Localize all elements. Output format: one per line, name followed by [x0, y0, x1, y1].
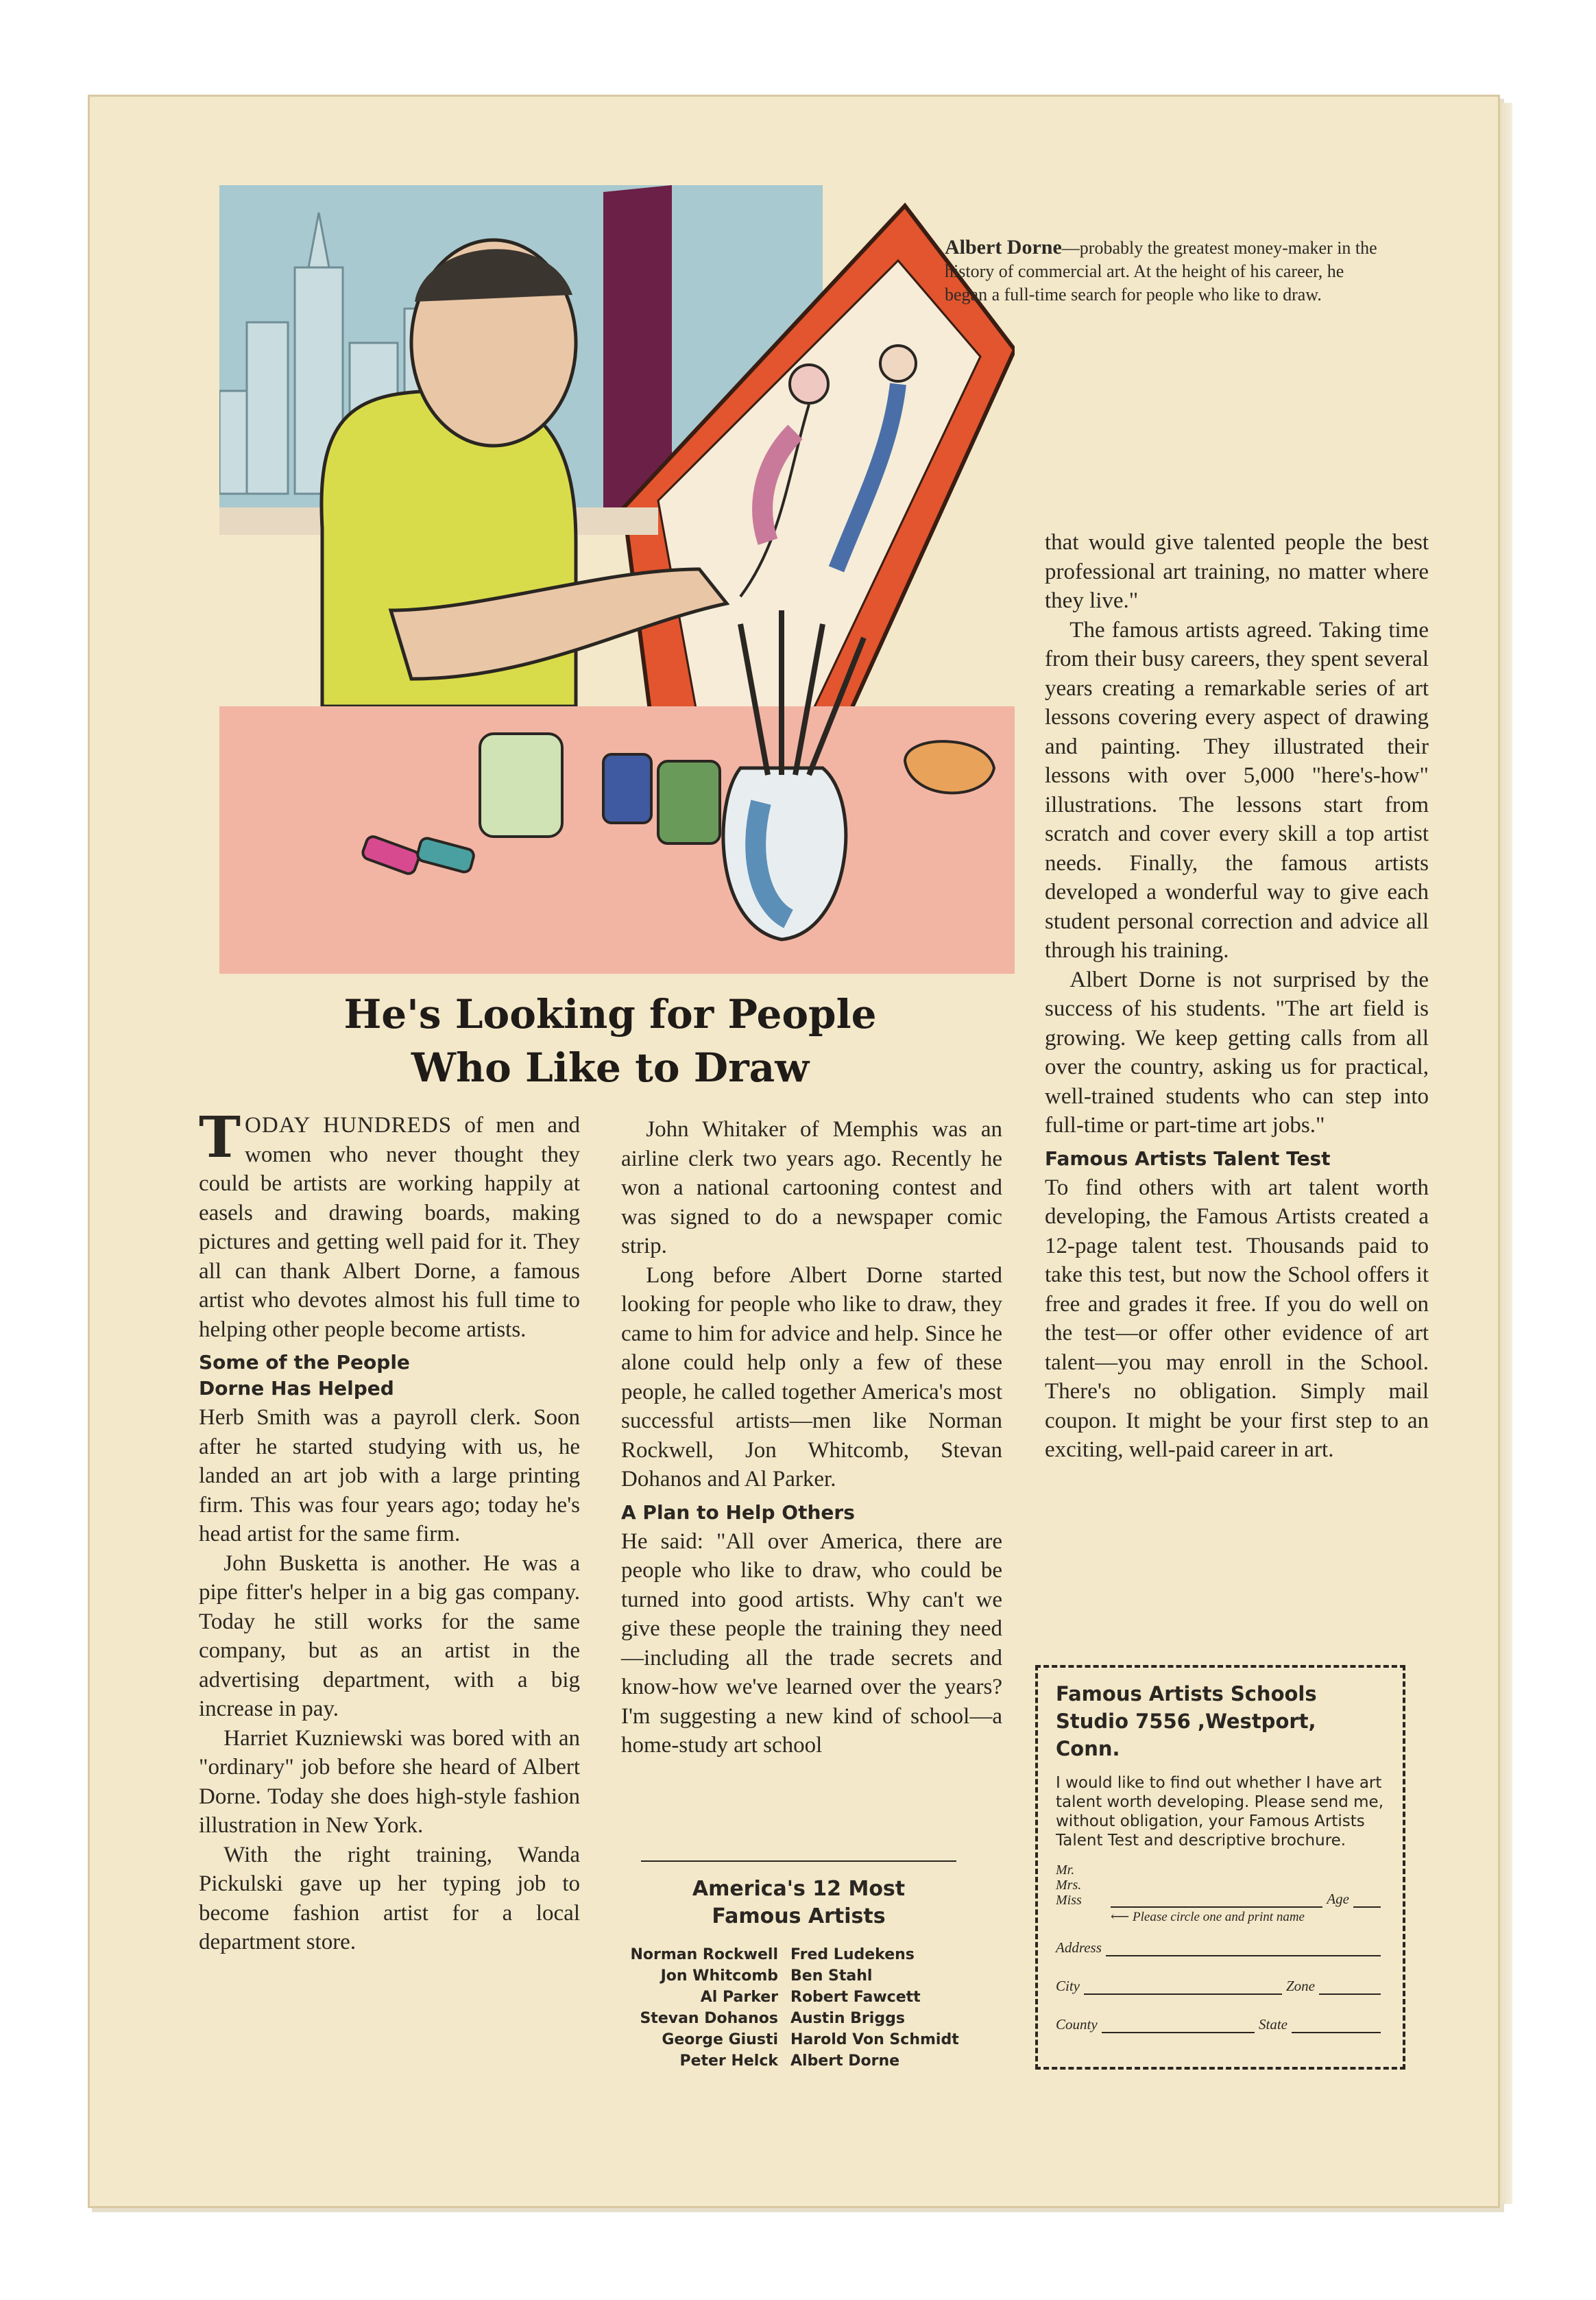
- county-row: [1056, 2015, 1385, 2033]
- paragraph-herb-smith: Herb Smith was a payroll clerk. Soon after he started studying with us, he landed an art job with a large printing firm. This was four years ago; today he's head artist for the same firm.: [199, 1405, 580, 1546]
- artists-title-line-2: Famous Artists: [712, 1904, 886, 1928]
- page-edge: [1500, 103, 1512, 2204]
- artist-name: Austin Briggs: [790, 2010, 905, 2027]
- age-field[interactable]: [1353, 1890, 1381, 1908]
- intro-text: of men and women who never thought they could be artists are working happily at easels and drawing boards, making pictures and getting well paid for it. They all can thank Albert Dorne, a famous artist who devotes almost his full time to helping other people become artists.: [199, 1113, 580, 1342]
- article-column-3: [1045, 528, 1429, 1465]
- artist-name: Albert Dorne: [790, 2052, 900, 2070]
- mail-coupon[interactable]: [1035, 1665, 1405, 2070]
- zone-label: Zone: [1286, 1978, 1315, 1994]
- artists-box-title: [617, 1876, 980, 1930]
- salutation-mr[interactable]: Mr.: [1056, 1862, 1075, 1878]
- artist-name: Stevan Dohanos: [640, 2010, 778, 2027]
- artist-name: George Giusti: [662, 2031, 778, 2048]
- salutation-options[interactable]: [1056, 1862, 1107, 1908]
- name-row: [1056, 1862, 1385, 1908]
- paragraph-artists-agreed: The famous artists agreed. Taking time from their busy careers, they spent several years creating a remarkable series of art lessons covering every aspect of drawing and painting. They illustrated their lessons with over 5,000 "here's-how" illustrations. The lessons start from scratch and cover every skill a top artist needs. Finally, the famous artists developed a wonderful way to give each student personal correction and advice all through his training.: [1045, 617, 1429, 963]
- artist-name: Jon Whitcomb: [660, 1967, 778, 1985]
- table-top: [219, 706, 1015, 974]
- paragraph-john-busketta: John Busketta is another. He was a pipe fitter's helper in a big gas company. Today he still works for the same company, but as an artist in the advertising department, with a big increase in pay.: [199, 1550, 580, 1721]
- county-field[interactable]: [1102, 2015, 1255, 2033]
- address-label: Address: [1056, 1939, 1102, 1956]
- address-field[interactable]: [1106, 1939, 1381, 1956]
- zone-field[interactable]: [1319, 1977, 1381, 1995]
- salutation-miss[interactable]: Miss: [1056, 1893, 1082, 1908]
- address-row: [1056, 1939, 1385, 1956]
- paragraph-he-said: He said: "All over America, there are people who like to draw, who could be turned into good artists. Why can't we give these people the training they need—including all the trade secrets and know-how we've learned over the years? I'm suggesting a new kind of school—a home-study art school: [621, 1529, 1002, 1758]
- artist-name: Fred Ludekens: [790, 1946, 915, 1963]
- paragraph-harriet-kuzniewski: Harriet Kuzniewski was bored with an "ordinary" job before she heard of Albert Dorne. Today she does high-style fashion illustration in New York.: [199, 1725, 580, 1838]
- albert-dorne-illustration: [219, 185, 1015, 974]
- subhead-line-1: Some of the People: [199, 1351, 410, 1374]
- drop-cap: T: [199, 1105, 241, 1171]
- lead-in: ODAY HUNDREDS: [245, 1113, 452, 1138]
- subhead-people-helped: [199, 1350, 580, 1402]
- city-label: City: [1056, 1978, 1080, 1994]
- state-field[interactable]: [1292, 2015, 1381, 2033]
- headline-line-1: He's Looking for People: [343, 991, 877, 1038]
- artist-name: Harold Von Schmidt: [790, 2031, 959, 2048]
- headline: [226, 987, 994, 1094]
- paragraph-john-whitaker: John Whitaker of Memphis was an airline clerk two years ago. Recently he won a national cartooning contest and was signed to do a newspaper comic strip.: [621, 1117, 1002, 1258]
- artists-list: [603, 1944, 1015, 2072]
- caption-name: Albert Dorne: [945, 236, 1062, 259]
- hint-text: Please circle one and print name: [1133, 1910, 1305, 1924]
- coupon-form: [1056, 1862, 1385, 2033]
- city-row: [1056, 1977, 1385, 1995]
- coupon-studio-address: Studio 7556 ,Westport, Conn.: [1056, 1710, 1316, 1760]
- article-column-2: [621, 1115, 1002, 1760]
- subhead-line-2: Dorne Has Helped: [199, 1377, 394, 1400]
- coupon-school-name: Famous Artists Schools: [1056, 1682, 1317, 1705]
- divider-rule: [641, 1860, 956, 1862]
- name-field[interactable]: [1111, 1890, 1322, 1908]
- subhead-plan: A Plan to Help Others: [621, 1500, 855, 1524]
- coupon-body: I would like to find out whether I have art talent worth developing. Please send me, without obligation, your Famous Artists Talent Test and descriptive brochure.: [1056, 1774, 1384, 1849]
- paragraph-talent-test: To find others with art talent worth developing, the Famous Artists created a 12-page talent test. Thousands paid to take this test, but now the School offers it free and grades it free. If you do well on the test—or offer other evidence of art talent—you may enroll in the School. There's no obligation. Simply mail coupon. It might be your first step to an exciting, well-paid career in art.: [1045, 1175, 1429, 1462]
- city-field[interactable]: [1084, 1977, 1282, 1995]
- headline-line-2: Who Like to Draw: [411, 1044, 810, 1091]
- article-column-1: [199, 1105, 580, 1957]
- artist-name: Norman Rockwell: [630, 1946, 778, 1963]
- paragraph-continued: that would give talented people the best professional art training, no matter where they live.": [1045, 530, 1429, 613]
- paragraph-wanda-pickulski: With the right training, Wanda Pickulski gave up her typing job to become fashion artist for a local department store.: [199, 1842, 580, 1954]
- paragraph-long-before: Long before Albert Dorne started looking for people who like to draw, they came to him for advice and help. Since he alone could help only a few of these people, he called together America's most successful artists—men like Norman Rockwell, Jon Whitcomb, Stevan Dohanos and Al Parker.: [621, 1262, 1002, 1492]
- artists-title-line-1: America's 12 Most: [692, 1877, 906, 1901]
- paragraph-not-surprised: Albert Dorne is not surprised by the success of his students. "The art field is growing. We keep getting calls from all over the country, asking us for practical, well-trained students who can step into full-time or part-time art jobs.": [1045, 967, 1429, 1138]
- artist-name: Ben Stahl: [790, 1967, 873, 1985]
- salutation-mrs[interactable]: Mrs.: [1056, 1878, 1082, 1893]
- subhead-talent-test: Famous Artists Talent Test: [1045, 1147, 1331, 1170]
- artist-name: Peter Helck: [679, 2052, 778, 2070]
- arrow-left-icon: ⟵: [1111, 1910, 1130, 1924]
- age-label: Age: [1327, 1891, 1349, 1907]
- county-label: County: [1056, 2016, 1098, 2033]
- artist-name: Al Parker: [700, 1989, 778, 2006]
- illustration-caption: [945, 236, 1383, 307]
- intro-paragraph: [199, 1105, 580, 1344]
- state-label: State: [1259, 2016, 1287, 2033]
- circle-hint: [1111, 1909, 1385, 1925]
- artist-name: Robert Fawcett: [790, 1989, 921, 2006]
- caption-text: —probably the greatest money-maker in the history of commercial art. At the height of his career, he began a full-time search for people who like to draw.: [945, 238, 1377, 304]
